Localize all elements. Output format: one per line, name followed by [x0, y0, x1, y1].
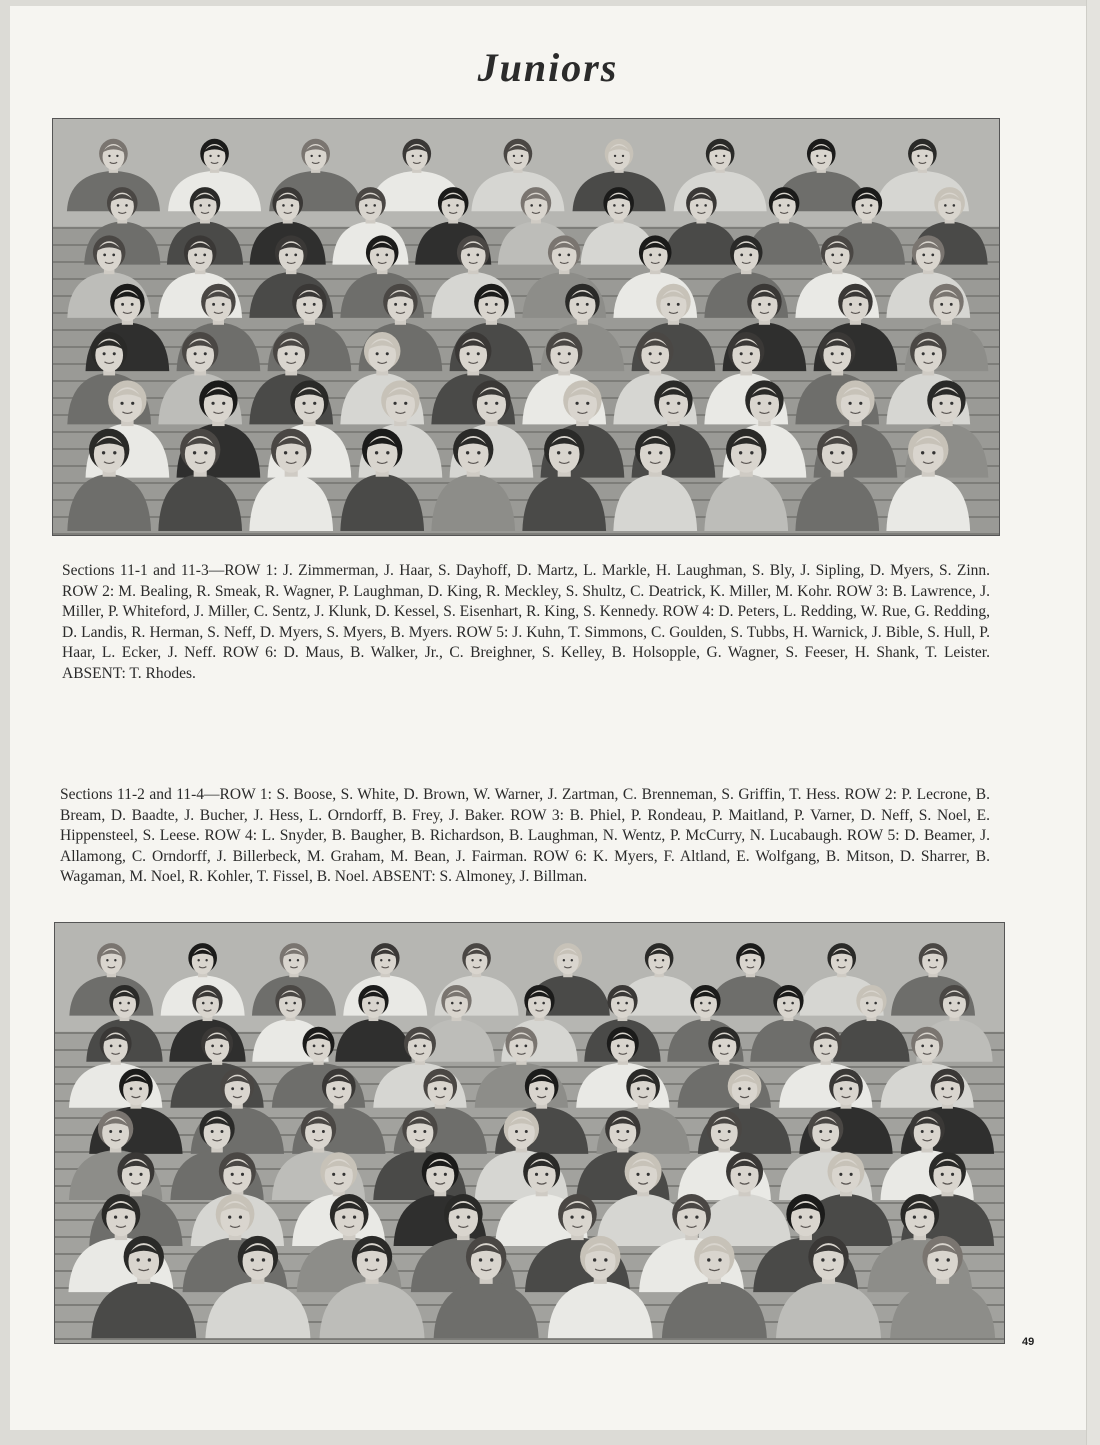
page-edge	[1086, 0, 1100, 1445]
yearbook-page	[10, 6, 1086, 1430]
class-photo-image	[54, 922, 1005, 1344]
page-title: Juniors	[477, 45, 619, 90]
class-photo-sections-11-2-11-4	[54, 922, 1005, 1344]
page-number: 49	[1022, 1336, 1035, 1348]
class-photo-sections-11-1-11-3	[52, 118, 1000, 536]
class-photo-image	[52, 118, 1000, 536]
photo-caption: Sections 11-1 and 11-3—ROW 1: J. Zimmerman, J. Haar, S. Dayhoff, D. Martz, L. Markle, H. Laughman, S. Bly, J. Sipling, D. Myers, S. Zinn. ROW 2: M. Bealing, R. Smeak, R. Wagner, P. Laughman, D. King, R. Meckley, S. Shultz, C. Deatrick, K. Miller, M. Kohr. ROW 3: B. Lawrence, J. Miller, P. Whiteford, J. Miller, C. Sentz, J. Klunk, D. Kessel, S. Eisenhart, R. King, S. Kennedy. ROW 4: D. Peters, L. Redding, W. Rue, G. Redding, D. Landis, R. Herman, S. Neff, D. Myers, S. Myers, B. Myers. ROW 5: J. Kuhn, T. Simmons, C. Goulden, S. Tubbs, H. Warnick, J. Bible, S. Hull, P. Haar, L. Ecker, J. Neff. ROW 6: D. Maus, B. Walker, Jr., C. Breighner, S. Kelley, B. Holsopple, G. Wagner, S. Feeser, H. Shank, T. Leister. ABSENT: T. Rhodes.	[62, 562, 990, 682]
photo-caption: Sections 11-2 and 11-4—ROW 1: S. Boose, S. White, D. Brown, W. Warner, J. Zartman, C. Brenneman, S. Griffin, T. Hess. ROW 2: P. Lecrone, B. Bream, D. Baadte, J. Bucher, J. Hess, L. Orndorff, B. Frey, J. Baker. ROW 3: B. Phiel, P. Rondeau, P. Maitland, P. Varner, D. Neff, S. Noel, E. Hippensteel, S. Leese. ROW 4: L. Snyder, B. Baugher, B. Richardson, B. Laughman, N. Wentz, P. McCurry, N. Lucabaugh. ROW 5: D. Beamer, J. Allamong, C. Orndorff, J. Billerbeck, M. Graham, M. Bean, J. Fairman. ROW 6: K. Myers, F. Altland, E. Wolfgang, B. Mitson, D. Sharrer, B. Wagaman, M. Noel, R. Kohler, T. Fissel, B. Noel. ABSENT: S. Almoney, J. Billman.	[60, 786, 990, 886]
